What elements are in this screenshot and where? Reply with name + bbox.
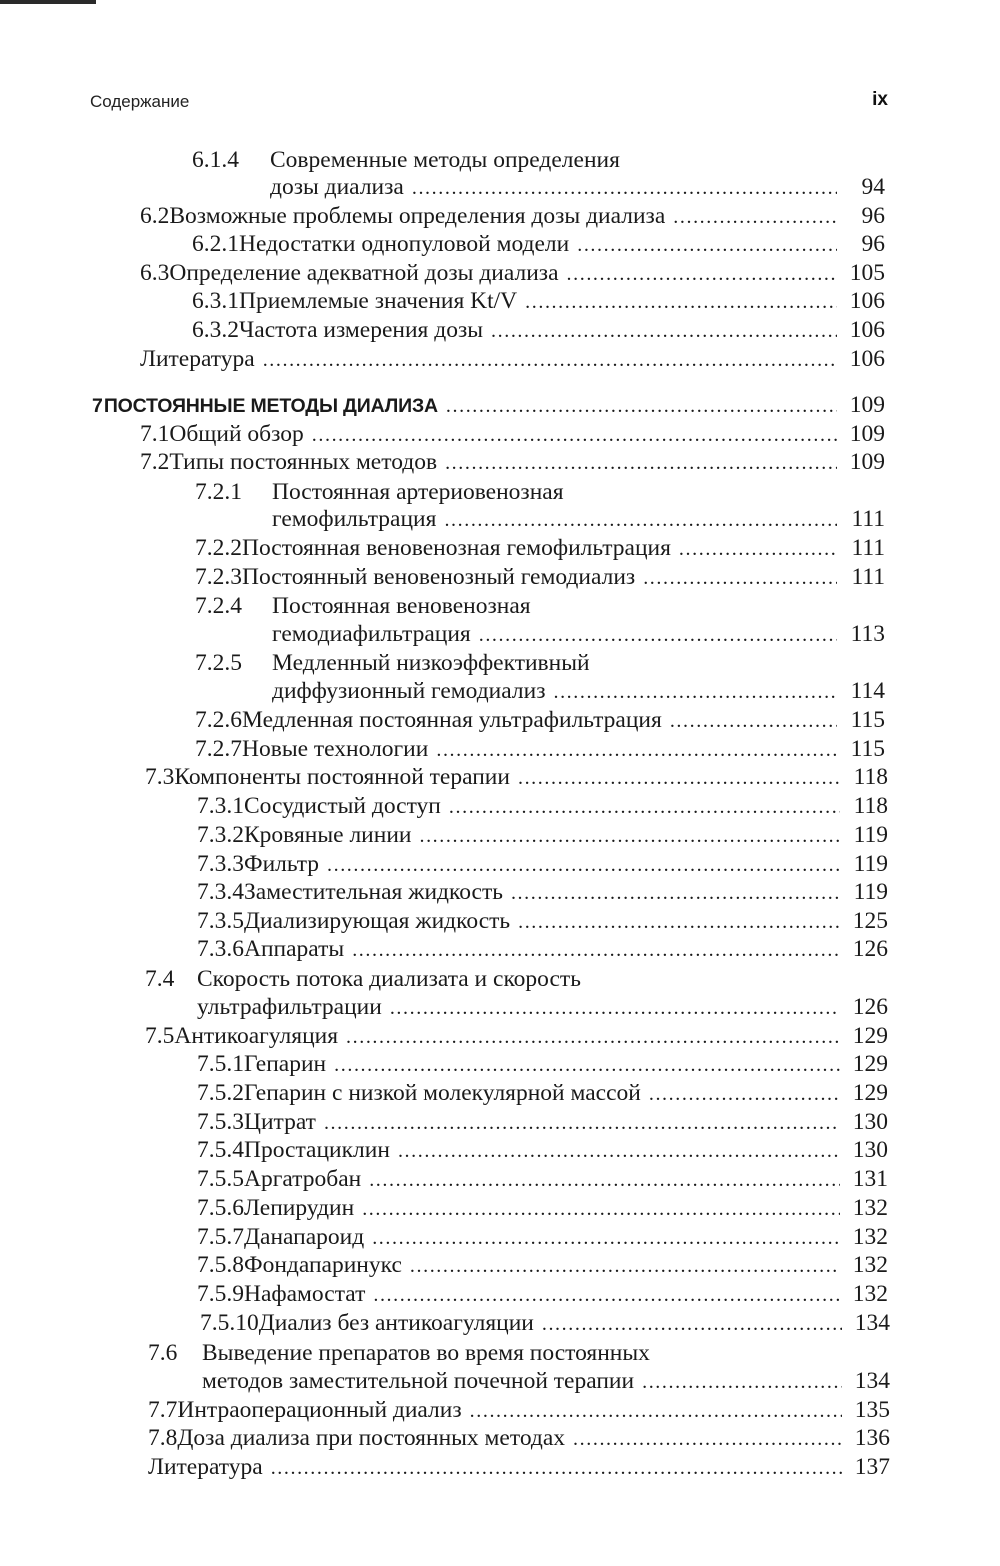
toc-dot-leader — [449, 793, 840, 821]
toc-page-number: 106 — [849, 346, 885, 372]
toc-page-number: 137 — [854, 1454, 890, 1480]
toc-dot-leader — [511, 879, 840, 907]
toc-entry-title: Заместительная жидкость — [244, 879, 503, 905]
toc-entry-title: диффузионный гемодиализ — [272, 678, 546, 704]
toc-dot-leader — [334, 1051, 840, 1079]
toc-entry — [197, 1165, 888, 1193]
toc-entry-title: Цитрат — [244, 1109, 316, 1135]
toc-page-number: 130 — [852, 1137, 888, 1163]
toc-entry-number: 7.5.2 — [197, 1080, 244, 1106]
toc-entry-number: 7.1 — [140, 421, 170, 447]
toc-page-number: 126 — [852, 936, 888, 962]
toc-entry-title: дозы диализа — [270, 174, 404, 200]
toc-dot-leader — [479, 621, 837, 649]
toc-entry-number: 7.7 — [148, 1397, 178, 1423]
toc-dot-leader — [271, 1454, 842, 1482]
toc-entry-title: Диализирующая жидкость — [244, 908, 511, 934]
toc-entry — [195, 735, 885, 763]
toc-entry — [148, 1453, 890, 1481]
toc-entry-title: Фильтр — [244, 851, 319, 877]
toc-entry-title: Возможные проблемы определения дозы диализа — [169, 203, 666, 229]
toc-entry — [140, 345, 885, 373]
toc-entry-title: Лепирудин — [244, 1195, 355, 1221]
toc-entry — [148, 1424, 890, 1452]
toc-entry-number: 7.5.4 — [197, 1137, 244, 1163]
toc-page-number: 113 — [850, 621, 885, 647]
toc-page-number: 109 — [849, 449, 885, 475]
running-header: Содержание — [90, 92, 190, 111]
toc-entry — [197, 1194, 888, 1222]
toc-entry-title: Литература — [148, 1454, 263, 1480]
toc-entry — [195, 563, 885, 591]
toc-page-number: 109 — [849, 392, 885, 418]
toc-entry-title: методов заместительной почечной терапии — [202, 1368, 635, 1394]
toc-page-number: 105 — [849, 260, 885, 286]
toc-entry-title: Постоянная веновенозная гемофильтрация — [242, 535, 671, 561]
toc-entry-number: 7.6 — [148, 1340, 178, 1366]
toc-dot-leader — [642, 1368, 842, 1396]
toc-page-number: 111 — [851, 535, 885, 561]
toc-entry — [272, 620, 885, 648]
toc-entry — [197, 878, 888, 906]
toc-page-number: 136 — [854, 1425, 890, 1451]
toc-page-number: 119 — [853, 879, 888, 905]
toc-page-number: 106 — [849, 317, 885, 343]
toc-entry-title: Простациклин — [244, 1137, 390, 1163]
toc-entry-number: 6.3.2 — [192, 317, 239, 343]
toc-page-number: 118 — [853, 764, 888, 790]
toc-page-number: 96 — [861, 231, 885, 257]
toc-page-number: 129 — [852, 1051, 888, 1077]
toc-entry — [195, 706, 885, 734]
toc-entry — [197, 907, 888, 935]
toc-dot-leader — [573, 1425, 842, 1453]
toc-entry-number: 7.5.5 — [197, 1166, 244, 1192]
toc-dot-leader — [577, 231, 837, 259]
toc-entry — [140, 448, 885, 476]
toc-entry-title: Гепарин с низкой молекулярной массой — [244, 1080, 641, 1106]
toc-entry — [192, 146, 885, 174]
toc-dot-leader — [327, 851, 840, 879]
toc-dot-leader — [567, 260, 837, 288]
toc-entry-number: 7.5.3 — [197, 1109, 244, 1135]
toc-page-number: 119 — [853, 851, 888, 877]
toc-entry-title: Фондапаринукс — [244, 1252, 402, 1278]
toc-entry-title: Доза диализа при постоянных методах — [177, 1425, 566, 1451]
toc-entry-number: 7.2.1 — [195, 479, 242, 505]
toc-entry — [140, 259, 885, 287]
toc-entry-title: ультрафильтрации — [197, 994, 382, 1020]
toc-entry — [197, 1223, 888, 1251]
toc-entry — [192, 287, 885, 315]
toc-dot-leader — [362, 1195, 840, 1223]
toc-entry — [148, 1339, 890, 1367]
toc-page-number: 111 — [851, 506, 885, 532]
toc-page-number: 135 — [854, 1397, 890, 1423]
toc-entry-number: 7.8 — [148, 1425, 178, 1451]
toc-dot-leader — [518, 764, 840, 792]
toc-dot-leader — [419, 822, 840, 850]
toc-page-number: 134 — [854, 1368, 890, 1394]
toc-entry — [197, 1079, 888, 1107]
toc-entry-number: 7.3.6 — [197, 936, 244, 962]
toc-entry-title: Аппараты — [244, 936, 345, 962]
toc-entry-number: 6.3.1 — [192, 288, 239, 314]
toc-entry-title: Компоненты постоянной терапии — [174, 764, 510, 790]
toc-entry-title: Типы постоянных методов — [169, 449, 438, 475]
toc-dot-leader — [398, 1137, 840, 1165]
toc-entry — [197, 1050, 888, 1078]
toc-dot-leader — [263, 346, 837, 374]
toc-page-number: 115 — [850, 707, 885, 733]
toc-entry-number: 7.5.9 — [197, 1281, 244, 1307]
toc-page-number: 119 — [853, 822, 888, 848]
toc-entry — [197, 821, 888, 849]
toc-dot-leader — [373, 1281, 840, 1309]
toc-dot-leader — [679, 535, 837, 563]
toc-dot-leader — [445, 449, 837, 477]
toc-page-number: 111 — [851, 564, 885, 590]
toc-entry-number: 6.3 — [140, 260, 170, 286]
toc-entry — [272, 505, 885, 533]
toc-entry-title: Новые технологии — [242, 736, 429, 762]
toc-page-number: 132 — [852, 1281, 888, 1307]
toc-dot-leader — [673, 203, 837, 231]
toc-dot-leader — [390, 994, 840, 1022]
toc-entry-title: Общий обзор — [169, 421, 304, 447]
toc-entry-number: 7.3.5 — [197, 908, 244, 934]
toc-entry — [197, 1251, 888, 1279]
toc-entry-title: Гепарин — [244, 1051, 327, 1077]
toc-dot-leader — [518, 908, 840, 936]
toc-page-number: 126 — [852, 994, 888, 1020]
toc-dot-leader — [643, 564, 837, 592]
toc-entry-title: Аргатробан — [244, 1166, 362, 1192]
toc-page-number: 94 — [861, 174, 885, 200]
toc-entry-title: Кровяные линии — [244, 822, 412, 848]
toc-entry-title: Частота измерения дозы — [239, 317, 484, 343]
toc-entry — [197, 1280, 888, 1308]
toc-entry-number: 7.3.1 — [197, 793, 244, 819]
toc-entry — [197, 993, 888, 1021]
toc-entry-number: 7.2 — [140, 449, 170, 475]
toc-entry-title: Медленный низкоэффективный — [272, 650, 590, 676]
toc-dot-leader — [410, 1252, 840, 1280]
toc-dot-leader — [444, 506, 837, 534]
toc-dot-leader — [372, 1224, 840, 1252]
toc-entry-number: 7.2.7 — [195, 736, 242, 762]
toc-entry-title: Определение адекватной дозы диализа — [169, 260, 559, 286]
toc-entry-number: 6.2 — [140, 203, 170, 229]
toc-entry-number: 7.2.5 — [195, 650, 242, 676]
toc-entry — [195, 534, 885, 562]
toc-dot-leader — [542, 1310, 842, 1338]
toc-entry — [140, 202, 885, 230]
toc-entry-title: ПОСТОЯННЫЕ МЕТОДЫ ДИАЛИЗА — [103, 395, 438, 417]
toc-chapter-entry — [92, 391, 885, 419]
toc-entry — [272, 677, 885, 705]
toc-entry-number: 7.3 — [145, 764, 175, 790]
toc-entry-title: Сосудистый доступ — [244, 793, 441, 819]
toc-entry-number: 7.3.3 — [197, 851, 244, 877]
toc-page-number: 132 — [852, 1252, 888, 1278]
page-number: ix — [872, 89, 888, 110]
toc-dot-leader — [470, 1397, 842, 1425]
toc-entry-number: 7.5 — [145, 1023, 175, 1049]
toc-entry-title: Нафамостат — [244, 1281, 366, 1307]
toc-page-number: 114 — [850, 678, 885, 704]
toc-entry — [202, 1367, 890, 1395]
toc-dot-leader — [352, 936, 840, 964]
toc-entry-title: Антикоагуляция — [174, 1023, 339, 1049]
toc-page-number: 118 — [853, 793, 888, 819]
toc-entry — [140, 420, 885, 448]
toc-dot-leader — [553, 678, 837, 706]
toc-dot-leader — [324, 1109, 840, 1137]
toc-page-number: 115 — [850, 736, 885, 762]
toc-dot-leader — [346, 1023, 840, 1051]
toc-entry-title: Данапароид — [244, 1224, 365, 1250]
toc-dot-leader — [446, 392, 837, 420]
toc-page-number: 131 — [852, 1166, 888, 1192]
toc-entry-title: Медленная постоянная ультрафильтрация — [242, 707, 662, 733]
toc-entry — [197, 935, 888, 963]
toc-dot-leader — [436, 736, 837, 764]
toc-entry-number: 7.2.2 — [195, 535, 242, 561]
toc-entry-title: Диализ без антикоагуляции — [258, 1310, 534, 1336]
toc-entry-number: 7.2.4 — [195, 593, 242, 619]
toc-entry-number: 7.5.8 — [197, 1252, 244, 1278]
toc-entry — [145, 1022, 888, 1050]
toc-entry — [270, 173, 885, 201]
toc-entry-title: Современные методы определения — [270, 147, 620, 173]
toc-page-number: 129 — [852, 1080, 888, 1106]
toc-entry-title: Недостатки однопуловой модели — [239, 231, 570, 257]
toc-entry — [197, 792, 888, 820]
toc-entry-title: гемофильтрация — [272, 506, 437, 532]
toc-entry-title: Постоянная артериовенозная — [272, 479, 564, 505]
toc-entry-number: 7.2.3 — [195, 564, 242, 590]
toc-dot-leader — [312, 421, 837, 449]
toc-entry — [145, 763, 888, 791]
toc-entry-number: 7.4 — [145, 966, 175, 992]
toc-entry-title: Приемлемые значения Kt/V — [239, 288, 518, 314]
toc-page-number: 130 — [852, 1109, 888, 1135]
toc-page-number: 134 — [854, 1310, 890, 1336]
toc-page-number: 132 — [852, 1195, 888, 1221]
toc-entry-title: Постоянная веновенозная — [272, 593, 531, 619]
toc-entry-title: Выведение препаратов во время постоянных — [202, 1340, 650, 1366]
toc-page-number: 132 — [852, 1224, 888, 1250]
toc-entry — [197, 1108, 888, 1136]
toc-entry — [200, 1309, 890, 1337]
toc-dot-leader — [491, 317, 837, 345]
toc-entry-number: 7 — [92, 395, 103, 417]
toc-entry-title: Интраоперационный диализ — [177, 1397, 462, 1423]
toc-page-number: 129 — [852, 1023, 888, 1049]
toc-entry — [197, 850, 888, 878]
toc-entry-number: 7.5.6 — [197, 1195, 244, 1221]
toc-dot-leader — [412, 174, 837, 202]
toc-dot-leader — [525, 288, 837, 316]
toc-dot-leader — [649, 1080, 840, 1108]
toc-entry — [197, 1136, 888, 1164]
toc-entry-number: 6.1.4 — [192, 147, 239, 173]
toc-entry-title: Постоянный веновенозный гемодиализ — [242, 564, 636, 590]
toc-dot-leader — [670, 707, 837, 735]
toc-entry-number: 7.5.10 — [200, 1310, 259, 1336]
toc-entry — [192, 316, 885, 344]
toc-entry-title: гемодиафильтрация — [272, 621, 471, 647]
toc-entry — [195, 478, 885, 506]
toc-entry — [148, 1396, 890, 1424]
toc-entry-number: 7.2.6 — [195, 707, 242, 733]
toc-entry — [195, 592, 885, 620]
toc-page-number: 109 — [849, 421, 885, 447]
toc-dot-leader — [369, 1166, 840, 1194]
toc-entry — [192, 230, 885, 258]
toc-entry-number: 6.2.1 — [192, 231, 239, 257]
toc-entry-number: 7.3.4 — [197, 879, 244, 905]
toc-entry-number: 7.5.7 — [197, 1224, 244, 1250]
toc-entry — [195, 649, 885, 677]
toc-page-number: 125 — [852, 908, 888, 934]
toc-entry-title: Литература — [140, 346, 255, 372]
toc-page-number: 96 — [861, 203, 885, 229]
toc-page-number: 106 — [849, 288, 885, 314]
toc-entry-title: Скорость потока диализата и скорость — [197, 966, 581, 992]
toc-entry-number: 7.5.1 — [197, 1051, 244, 1077]
toc-entry — [145, 965, 888, 993]
toc-entry-number: 7.3.2 — [197, 822, 244, 848]
